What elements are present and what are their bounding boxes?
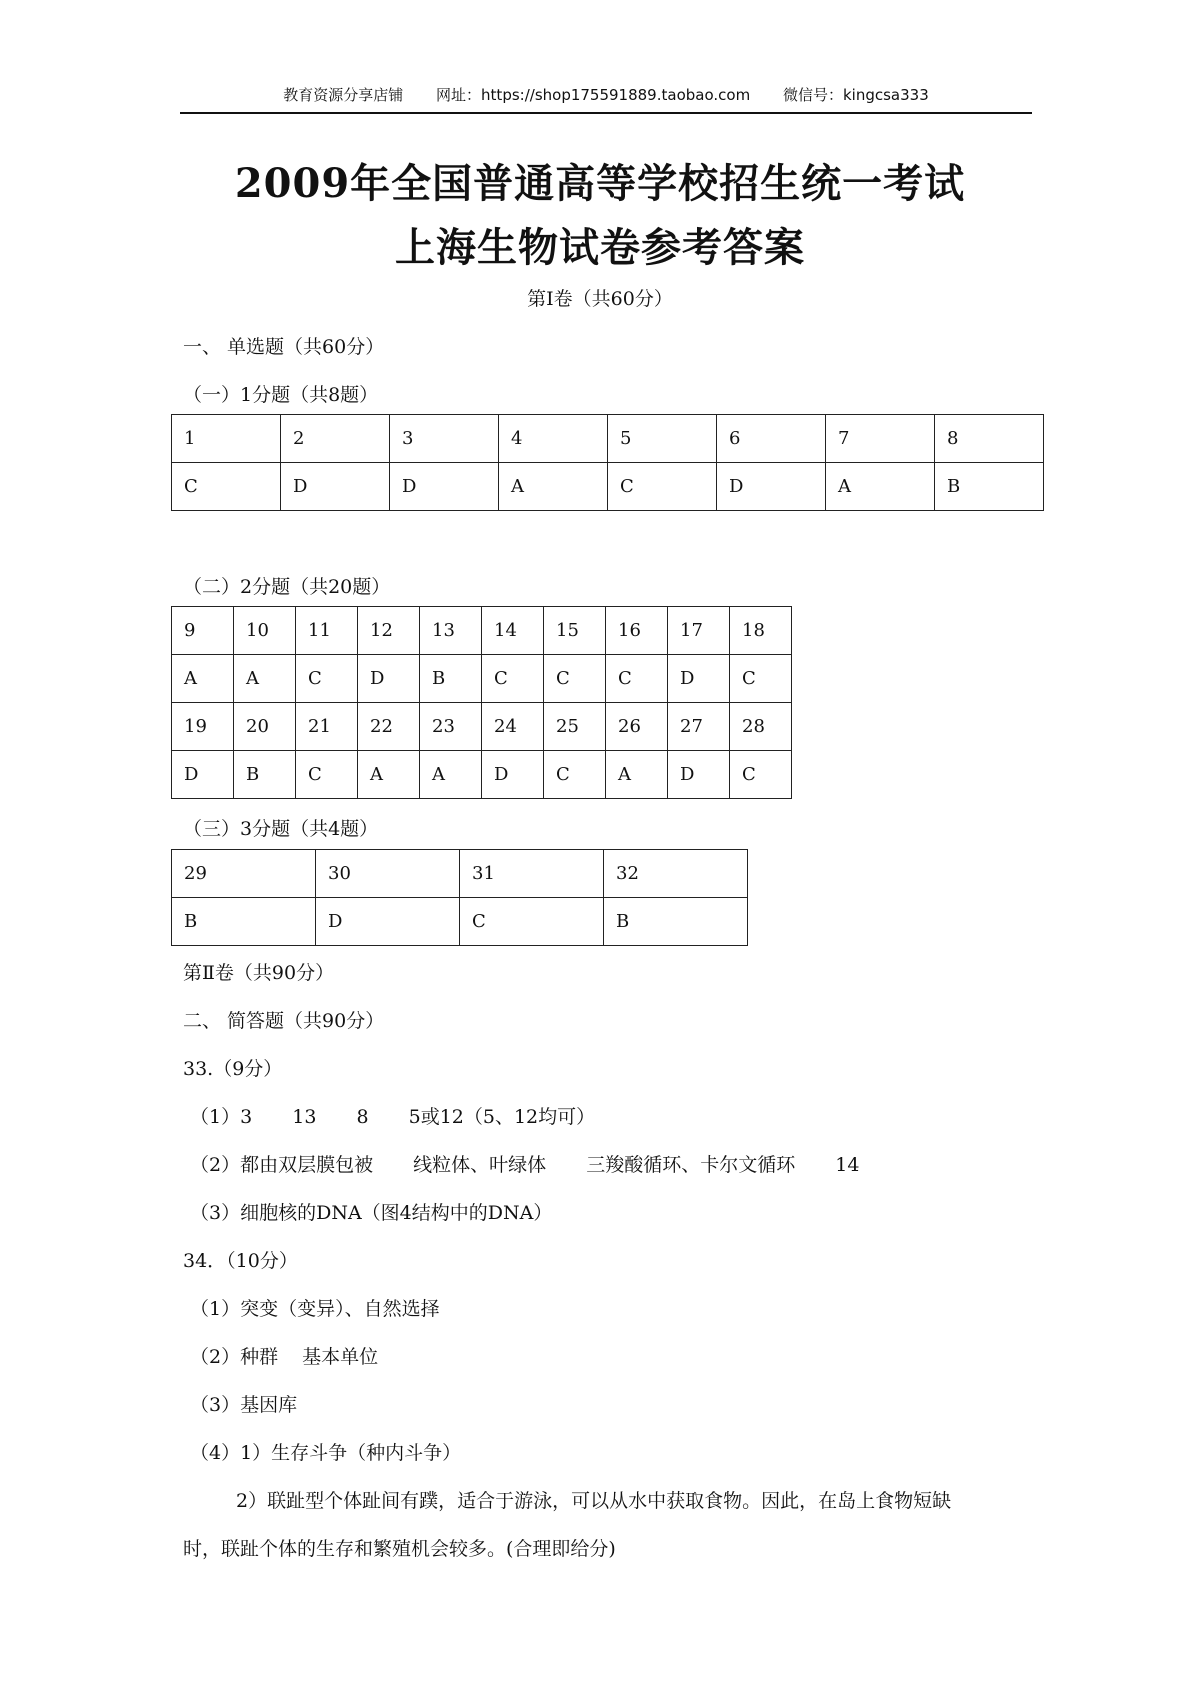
table-cell: D	[172, 751, 234, 799]
table-cell: D	[668, 751, 730, 799]
q33-answer-1	[190, 1102, 595, 1129]
table-row	[172, 607, 792, 655]
table-cell: 11	[296, 607, 358, 655]
table-cell: 31	[460, 850, 604, 898]
q34-answer-4-1: （4）1）生存斗争（种内斗争）	[190, 1442, 462, 1464]
table-cell: 4	[499, 415, 608, 463]
sub1-label: （一）1分题（共8题）	[183, 384, 379, 406]
header-wechat: 微信号：kingcsa333	[782, 86, 929, 104]
table-cell: C	[730, 751, 792, 799]
q33-answer-3: （3）细胞核的DNA（图4结构中的DNA）	[190, 1202, 553, 1224]
answer-part: （2）种群	[190, 1346, 279, 1368]
table-cell: C	[482, 655, 544, 703]
table-row	[172, 415, 1044, 463]
table-cell: 19	[172, 703, 234, 751]
table-cell: 5	[608, 415, 717, 463]
table-cell: 7	[826, 415, 935, 463]
sub3-label: （三）3分题（共4题）	[183, 818, 379, 840]
table-cell: 22	[358, 703, 420, 751]
table-cell: D	[358, 655, 420, 703]
q34-answer-4-2-line2: 时，联趾个体的生存和繁殖机会较多。(合理即给分)	[183, 1538, 616, 1560]
table-cell: C	[296, 655, 358, 703]
table-cell: 21	[296, 703, 358, 751]
table-cell: 3	[390, 415, 499, 463]
table-cell: C	[606, 655, 668, 703]
table-cell: A	[499, 463, 608, 511]
q34-answer-1: （1）突变（变异）、自然选择	[190, 1298, 440, 1320]
table-row	[172, 655, 792, 703]
table-cell: A	[172, 655, 234, 703]
q34-answer-4-2-line1: 2）联趾型个体趾间有蹼，适合于游泳，可以从水中获取食物。因此，在岛上食物短缺	[236, 1490, 952, 1512]
table-row	[172, 703, 792, 751]
answer-part: 线粒体、叶绿体	[413, 1154, 547, 1176]
table-cell: 32	[604, 850, 748, 898]
answer-part: 13	[292, 1106, 317, 1128]
table-cell: C	[544, 751, 606, 799]
table-cell: 17	[668, 607, 730, 655]
table-cell: 29	[172, 850, 316, 898]
table-cell: D	[482, 751, 544, 799]
answer-table-2	[171, 606, 792, 799]
part1-heading: 第Ⅰ卷（共60分）	[527, 288, 673, 310]
q34-label: 34．（10分）	[183, 1250, 298, 1272]
answer-table-1	[171, 414, 1044, 511]
q34-answer-3: （3）基因库	[190, 1394, 298, 1416]
table-cell: A	[234, 655, 296, 703]
table-cell: A	[420, 751, 482, 799]
table-cell: 20	[234, 703, 296, 751]
table-cell: 27	[668, 703, 730, 751]
q33-answer-2	[190, 1150, 859, 1177]
table-cell: B	[604, 898, 748, 946]
table-cell: D	[717, 463, 826, 511]
answer-part: 14	[835, 1154, 860, 1176]
table-cell: C	[172, 463, 281, 511]
table-cell: D	[390, 463, 499, 511]
table-cell: C	[730, 655, 792, 703]
answer-table-3	[171, 849, 748, 946]
table-cell: C	[544, 655, 606, 703]
table-cell: C	[460, 898, 604, 946]
table-cell: 12	[358, 607, 420, 655]
table-cell: 10	[234, 607, 296, 655]
table-cell: C	[608, 463, 717, 511]
table-cell: 8	[935, 415, 1044, 463]
table-cell: 2	[281, 415, 390, 463]
section1-heading: 一、 单选题（共60分）	[183, 336, 385, 358]
table-cell: 25	[544, 703, 606, 751]
table-cell: 24	[482, 703, 544, 751]
q34-answer-2	[190, 1342, 378, 1369]
page-title-line1: 2009年全国普通高等学校招生统一考试	[234, 160, 966, 207]
answer-part: 5或12（5、12均可）	[408, 1106, 596, 1128]
header-shop: 教育资源分享店铺	[283, 86, 404, 104]
table-cell: D	[281, 463, 390, 511]
table-cell: B	[420, 655, 482, 703]
table-cell: 6	[717, 415, 826, 463]
part2-heading: 第Ⅱ卷（共90分）	[183, 962, 335, 984]
table-cell: D	[316, 898, 460, 946]
answer-part: （2）都由双层膜包被	[190, 1154, 374, 1176]
table-cell: 1	[172, 415, 281, 463]
table-row	[172, 898, 748, 946]
table-cell: A	[826, 463, 935, 511]
q33-label: 33.（9分）	[183, 1058, 283, 1080]
table-cell: C	[296, 751, 358, 799]
answer-part: 三羧酸循环、卡尔文循环	[586, 1154, 796, 1176]
table-cell: 26	[606, 703, 668, 751]
table-cell: 18	[730, 607, 792, 655]
table-cell: 30	[316, 850, 460, 898]
table-row	[172, 850, 748, 898]
section2-heading: 二、 简答题（共90分）	[183, 1010, 385, 1032]
page-title-line2: 上海生物试卷参考答案	[395, 224, 805, 271]
table-cell: 28	[730, 703, 792, 751]
table-cell: 14	[482, 607, 544, 655]
header-url: 网址：https://shop175591889.taobao.com	[436, 86, 751, 104]
table-cell: 13	[420, 607, 482, 655]
answer-part: （1）3	[190, 1106, 253, 1128]
table-row	[172, 751, 792, 799]
table-cell: 9	[172, 607, 234, 655]
table-cell: B	[935, 463, 1044, 511]
table-row	[172, 463, 1044, 511]
answer-part: 基本单位	[302, 1346, 379, 1368]
table-cell: A	[358, 751, 420, 799]
table-cell: D	[668, 655, 730, 703]
table-cell: B	[172, 898, 316, 946]
table-cell: 23	[420, 703, 482, 751]
sub2-label: （二）2分题（共20题）	[183, 576, 391, 598]
answer-part: 8	[356, 1106, 369, 1128]
table-cell: 16	[606, 607, 668, 655]
page-header	[180, 84, 1032, 114]
table-cell: A	[606, 751, 668, 799]
table-cell: B	[234, 751, 296, 799]
table-cell: 15	[544, 607, 606, 655]
